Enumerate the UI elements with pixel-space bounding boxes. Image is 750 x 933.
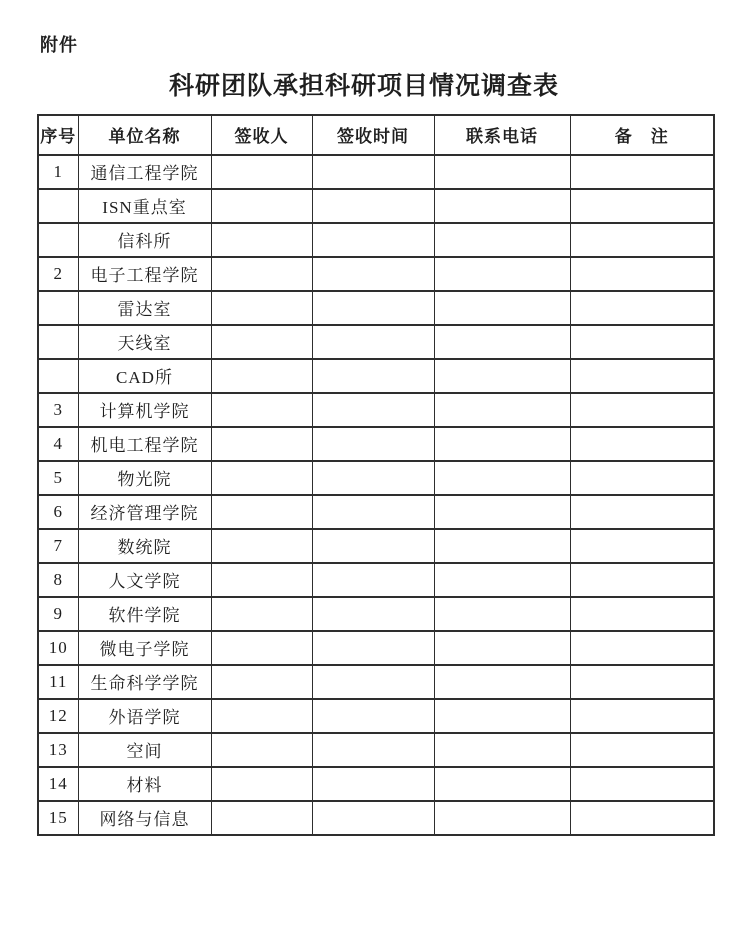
table-row (38, 801, 714, 835)
cell-sign-time (312, 597, 434, 631)
cell-signer (211, 155, 312, 189)
page-title: 科研团队承担科研项目情况调查表 (168, 71, 559, 100)
cell-phone (434, 529, 570, 563)
cell-no: 3 (38, 393, 78, 427)
cell-sign-time (312, 359, 434, 393)
table-row (38, 155, 714, 189)
cell-unit-name: 电子工程学院 (78, 257, 211, 291)
table-row (38, 359, 714, 393)
cell-remark (570, 359, 714, 393)
cell-phone (434, 495, 570, 529)
cell-remark (570, 257, 714, 291)
cell-remark (570, 563, 714, 597)
cell-remark (570, 597, 714, 631)
table-row (38, 189, 714, 223)
cell-signer (211, 767, 312, 801)
cell-phone (434, 631, 570, 665)
cell-no: 1 (38, 155, 78, 189)
cell-remark (570, 665, 714, 699)
cell-signer (211, 189, 312, 223)
cell-no (38, 223, 78, 257)
cell-unit-name: 通信工程学院 (78, 155, 211, 189)
cell-phone (434, 767, 570, 801)
cell-no: 4 (38, 427, 78, 461)
cell-signer (211, 291, 312, 325)
cell-signer (211, 427, 312, 461)
document-page (0, 36, 750, 933)
cell-no: 8 (38, 563, 78, 597)
cell-sign-time (312, 631, 434, 665)
cell-sign-time (312, 733, 434, 767)
table-row (38, 325, 714, 359)
cell-sign-time (312, 291, 434, 325)
cell-unit-name: 经济管理学院 (78, 495, 211, 529)
table-row (38, 461, 714, 495)
cell-unit-name: 软件学院 (78, 597, 211, 631)
cell-remark (570, 801, 714, 835)
cell-remark (570, 155, 714, 189)
cell-sign-time (312, 665, 434, 699)
cell-remark (570, 767, 714, 801)
table-row (38, 665, 714, 699)
cell-phone (434, 291, 570, 325)
cell-remark (570, 461, 714, 495)
column-header-signer: 签收人 (211, 115, 312, 155)
cell-signer (211, 631, 312, 665)
cell-remark (570, 189, 714, 223)
cell-phone (434, 393, 570, 427)
cell-sign-time (312, 699, 434, 733)
cell-signer (211, 699, 312, 733)
cell-phone (434, 699, 570, 733)
cell-signer (211, 393, 312, 427)
cell-signer (211, 733, 312, 767)
cell-sign-time (312, 223, 434, 257)
cell-phone (434, 223, 570, 257)
column-header-remark: 备 注 (570, 115, 714, 155)
cell-unit-name: 微电子学院 (78, 631, 211, 665)
attachment-label: 附件 (40, 35, 78, 55)
cell-sign-time (312, 325, 434, 359)
cell-unit-name: 外语学院 (78, 699, 211, 733)
cell-unit-name: 机电工程学院 (78, 427, 211, 461)
cell-unit-name: 雷达室 (78, 291, 211, 325)
table-row (38, 427, 714, 461)
table-row (38, 257, 714, 291)
cell-remark (570, 223, 714, 257)
column-header-phone: 联系电话 (434, 115, 570, 155)
cell-remark (570, 733, 714, 767)
cell-no: 12 (38, 699, 78, 733)
cell-phone (434, 325, 570, 359)
cell-no: 15 (38, 801, 78, 835)
cell-signer (211, 529, 312, 563)
cell-remark (570, 631, 714, 665)
cell-unit-name: 数统院 (78, 529, 211, 563)
table-row (38, 563, 714, 597)
cell-sign-time (312, 495, 434, 529)
table-row (38, 495, 714, 529)
cell-no: 13 (38, 733, 78, 767)
cell-unit-name: 物光院 (78, 461, 211, 495)
table-row (38, 597, 714, 631)
table-row (38, 291, 714, 325)
cell-sign-time (312, 767, 434, 801)
table-row (38, 733, 714, 767)
cell-remark (570, 495, 714, 529)
column-header-no: 序号 (38, 115, 78, 155)
cell-phone (434, 733, 570, 767)
cell-phone (434, 597, 570, 631)
cell-sign-time (312, 801, 434, 835)
column-header-sign-time: 签收时间 (312, 115, 434, 155)
cell-signer (211, 495, 312, 529)
cell-phone (434, 461, 570, 495)
cell-phone (434, 563, 570, 597)
cell-no: 14 (38, 767, 78, 801)
table-row (38, 393, 714, 427)
cell-sign-time (312, 257, 434, 291)
cell-signer (211, 597, 312, 631)
cell-remark (570, 291, 714, 325)
cell-remark (570, 393, 714, 427)
cell-remark (570, 529, 714, 563)
cell-unit-name: 人文学院 (78, 563, 211, 597)
cell-no (38, 325, 78, 359)
cell-signer (211, 223, 312, 257)
cell-phone (434, 427, 570, 461)
table-body (38, 155, 714, 835)
table-row (38, 529, 714, 563)
table-row (38, 699, 714, 733)
cell-sign-time (312, 393, 434, 427)
cell-no: 11 (38, 665, 78, 699)
cell-signer (211, 801, 312, 835)
cell-phone (434, 359, 570, 393)
cell-no (38, 189, 78, 223)
cell-phone (434, 257, 570, 291)
cell-unit-name: CAD所 (78, 359, 211, 393)
cell-phone (434, 155, 570, 189)
cell-unit-name: ISN重点室 (78, 189, 211, 223)
cell-unit-name: 天线室 (78, 325, 211, 359)
table-header-row (38, 115, 714, 155)
cell-signer (211, 325, 312, 359)
survey-table (37, 114, 715, 836)
cell-sign-time (312, 189, 434, 223)
cell-no: 6 (38, 495, 78, 529)
cell-sign-time (312, 529, 434, 563)
column-header-unit-name: 单位名称 (78, 115, 211, 155)
cell-no (38, 359, 78, 393)
table-row (38, 631, 714, 665)
cell-unit-name: 空间 (78, 733, 211, 767)
cell-phone (434, 801, 570, 835)
cell-remark (570, 427, 714, 461)
cell-no: 10 (38, 631, 78, 665)
cell-signer (211, 665, 312, 699)
table-row (38, 223, 714, 257)
cell-no: 2 (38, 257, 78, 291)
cell-unit-name: 材料 (78, 767, 211, 801)
cell-no: 9 (38, 597, 78, 631)
cell-sign-time (312, 563, 434, 597)
cell-remark (570, 325, 714, 359)
table-row (38, 767, 714, 801)
cell-remark (570, 699, 714, 733)
cell-no: 5 (38, 461, 78, 495)
cell-sign-time (312, 427, 434, 461)
cell-signer (211, 359, 312, 393)
cell-sign-time (312, 155, 434, 189)
cell-phone (434, 189, 570, 223)
cell-phone (434, 665, 570, 699)
cell-no: 7 (38, 529, 78, 563)
cell-unit-name: 信科所 (78, 223, 211, 257)
cell-unit-name: 计算机学院 (78, 393, 211, 427)
table-header (38, 115, 714, 155)
cell-sign-time (312, 461, 434, 495)
cell-signer (211, 461, 312, 495)
cell-unit-name: 网络与信息 (78, 801, 211, 835)
cell-signer (211, 563, 312, 597)
cell-unit-name: 生命科学学院 (78, 665, 211, 699)
cell-no (38, 291, 78, 325)
cell-signer (211, 257, 312, 291)
